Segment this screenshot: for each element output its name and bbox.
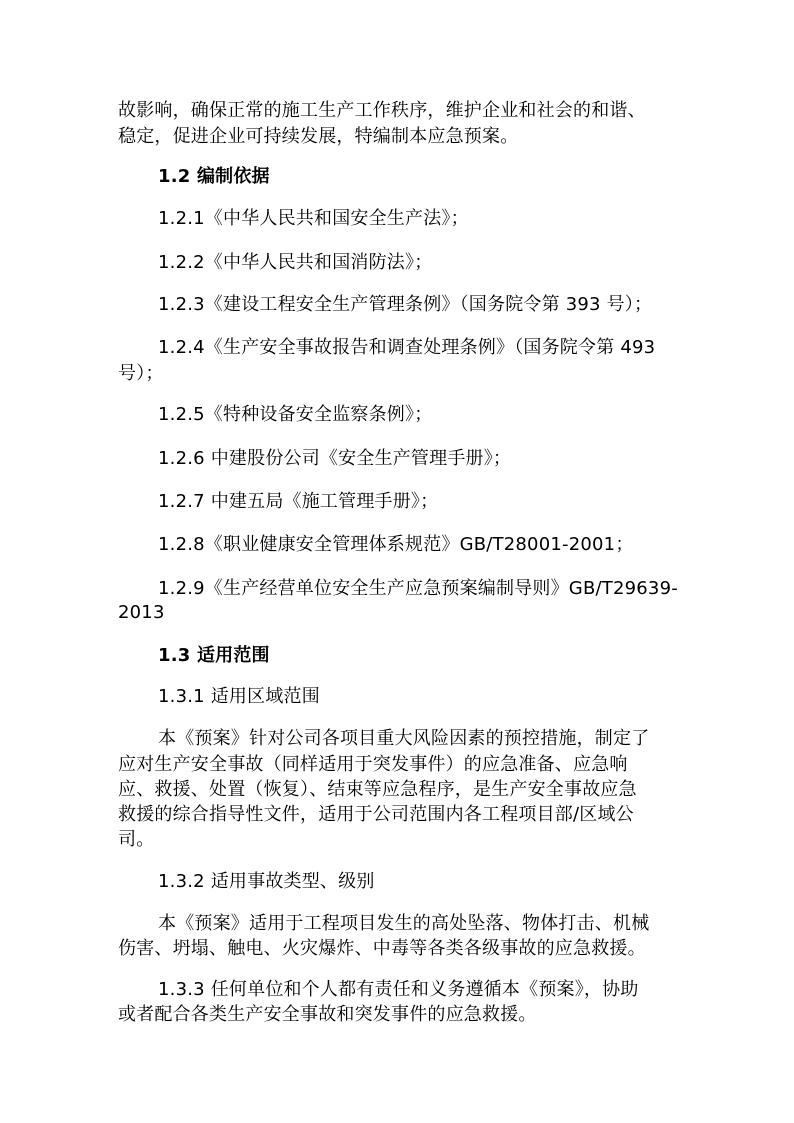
paragraph-line: 稳定，促进企业可持续发展，特编制本应急预案。	[118, 126, 519, 147]
paragraph-line: 救援的综合指导性文件，适用于公司范围内各工程项目部/区域公	[118, 804, 634, 825]
paragraph-line: 1.3.3 任何单位和个人都有责任和义务遵循本《预案》，协助	[158, 979, 639, 1000]
paragraph-line: 本《预案》针对公司各项目重大风险因素的预控措施，制定了	[158, 728, 650, 749]
list-item: 1.2.4《生产安全事故报告和调查处理条例》（国务院令第 493	[158, 337, 656, 358]
subsection-heading: 1.3.2 适用事故类型、级别	[158, 871, 375, 892]
list-item: 1.2.6 中建股份公司《安全生产管理手册》；	[158, 448, 512, 469]
paragraph-line: 应、救援、处置（恢复）、结束等应急程序，是生产安全事故应急	[118, 779, 637, 800]
paragraph-line: 或者配合各类生产安全事故和突发事件的应急救援。	[118, 1004, 537, 1025]
subsection-heading: 1.3.1 适用区域范围	[158, 686, 320, 707]
list-item: 1.2.5《特种设备安全监察条例》；	[158, 404, 433, 425]
list-item: 1.2.9《生产经营单位安全生产应急预案编制导则》GB/T29639-	[158, 578, 678, 599]
list-item: 1.2.3《建设工程安全生产管理条例》（国务院令第 393 号）；	[158, 294, 653, 315]
section-heading: 1.3 适用范围	[158, 645, 270, 666]
list-item: 1.2.8《职业健康安全管理体系规范》GB/T28001-2001；	[158, 534, 634, 555]
list-item: 1.2.7 中建五局《施工管理手册》；	[158, 491, 439, 512]
list-item-continuation: 2013	[118, 602, 165, 623]
list-item: 1.2.1《中华人民共和国安全生产法》；	[158, 208, 469, 229]
list-item: 1.2.2《中华人民共和国消防法》；	[158, 252, 433, 273]
paragraph-line: 应对生产安全事故（同样适用于突发事件）的应急准备、应急响	[118, 754, 628, 775]
section-heading: 1.2 编制依据	[158, 166, 270, 187]
paragraph-line: 伤害、坍塌、触电、火灾爆炸、中毒等各类各级事故的应急救援。	[118, 938, 646, 959]
list-item-continuation: 号）；	[118, 363, 164, 384]
paragraph-line: 本《预案》适用于工程项目发生的高处坠落、物体打击、机械	[158, 913, 650, 934]
paragraph-line: 司。	[118, 829, 155, 850]
paragraph-line: 故影响，确保正常的施工生产工作秩序，维护企业和社会的和谐、	[118, 100, 646, 121]
